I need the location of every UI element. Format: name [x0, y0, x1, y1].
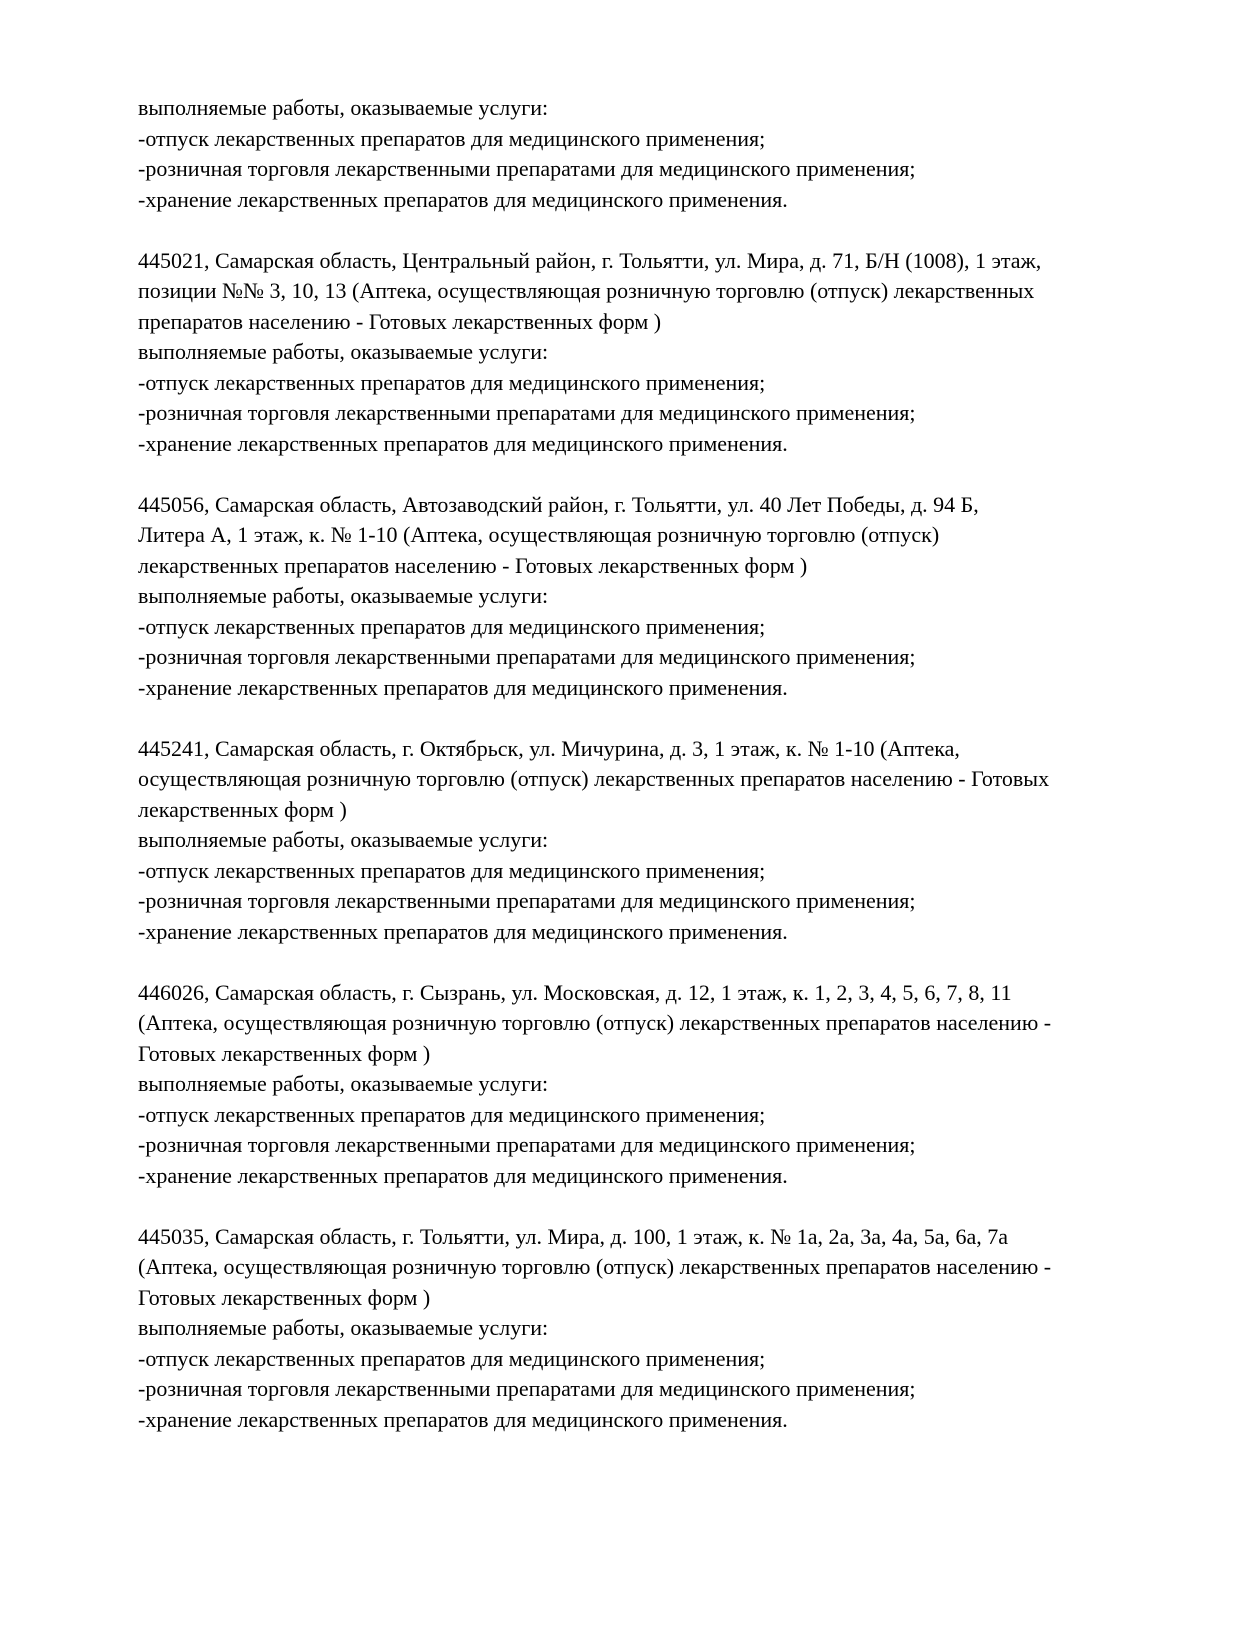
address-line: Литера А, 1 этаж, к. № 1-10 (Аптека, осуществляющая розничную торговлю (отпуск): [138, 522, 940, 547]
license-annex-text: [138, 93, 1198, 1435]
services-header: выполняемые работы, оказываемые услуги:: [138, 1315, 549, 1340]
address-line: препаратов населению - Готовых лекарственных форм ): [138, 308, 662, 334]
service-line: -хранение лекарственных препаратов для медицинского применения.: [138, 674, 788, 700]
service-line: -отпуск лекарственных препаратов для медицинского применения;: [138, 1345, 766, 1371]
service-line: -отпуск лекарственных препаратов для медицинского применения;: [138, 125, 766, 151]
service-line: -отпуск лекарственных препаратов для медицинского применения;: [138, 369, 766, 395]
service-line: -розничная торговля лекарственными препаратами для медицинского применения;: [138, 644, 916, 669]
service-line: -хранение лекарственных препаратов для медицинского применения.: [138, 1162, 788, 1188]
address-line: 445056, Самарская область, Автозаводский район, г. Тольятти, ул. 40 Лет Победы, д. 94 Б,: [138, 491, 979, 517]
service-line: -розничная торговля лекарственными препаратами для медицинского применения;: [138, 888, 916, 913]
services-header: выполняемые работы, оказываемые услуги:: [138, 339, 549, 364]
license-entry-445241: [138, 734, 1198, 948]
service-line: -хранение лекарственных препаратов для медицинского применения.: [138, 918, 788, 944]
service-line: -хранение лекарственных препаратов для медицинского применения.: [138, 1406, 788, 1432]
address-line: лекарственных форм ): [138, 796, 347, 822]
services-header: выполняемые работы, оказываемые услуги:: [138, 95, 549, 120]
service-line: -отпуск лекарственных препаратов для медицинского применения;: [138, 857, 766, 883]
address-line: Готовых лекарственных форм ): [138, 1284, 431, 1310]
address-line: 445021, Самарская область, Центральный район, г. Тольятти, ул. Мира, д. 71, Б/Н (1008), 1 этаж,: [138, 247, 1042, 273]
address-line: осуществляющая розничную торговлю (отпуск) лекарственных препаратов населению - Готовых: [138, 766, 1050, 791]
service-line: -отпуск лекарственных препаратов для медицинского применения;: [138, 613, 766, 639]
license-entry-445056: [138, 490, 1198, 704]
service-line: -розничная торговля лекарственными препаратами для медицинского применения;: [138, 1376, 916, 1401]
services-header: выполняемые работы, оказываемые услуги:: [138, 583, 549, 608]
address-line: (Аптека, осуществляющая розничную торговлю (отпуск) лекарственных препаратов населению -: [138, 1010, 1052, 1035]
license-entry-445021: [138, 246, 1198, 460]
license-entry-446026: [138, 978, 1198, 1192]
service-line: -розничная торговля лекарственными препаратами для медицинского применения;: [138, 1132, 916, 1157]
service-line: -розничная торговля лекарственными препаратами для медицинского применения;: [138, 156, 916, 181]
address-line: 446026, Самарская область, г. Сызрань, ул. Московская, д. 12, 1 этаж, к. 1, 2, 3, 4, 5, 6, 7, 8, 11: [138, 979, 1012, 1005]
address-line: лекарственных препаратов населению - Готовых лекарственных форм ): [138, 552, 808, 578]
address-line: позиции №№ 3, 10, 13 (Аптека, осуществляющая розничную торговлю (отпуск) лекарственных: [138, 278, 1035, 303]
service-line: -розничная торговля лекарственными препаратами для медицинского применения;: [138, 400, 916, 425]
service-line: -хранение лекарственных препаратов для медицинского применения.: [138, 430, 788, 456]
license-entry-continuation: [138, 93, 1198, 215]
services-header: выполняемые работы, оказываемые услуги:: [138, 1071, 549, 1096]
address-line: Готовых лекарственных форм ): [138, 1040, 431, 1066]
address-line: (Аптека, осуществляющая розничную торговлю (отпуск) лекарственных препаратов населению -: [138, 1254, 1052, 1279]
service-line: -отпуск лекарственных препаратов для медицинского применения;: [138, 1101, 766, 1127]
service-line: -хранение лекарственных препаратов для медицинского применения.: [138, 186, 788, 212]
services-header: выполняемые работы, оказываемые услуги:: [138, 827, 549, 852]
license-entry-445035: [138, 1222, 1198, 1436]
address-line: 445035, Самарская область, г. Тольятти, ул. Мира, д. 100, 1 этаж, к. № 1а, 2а, 3а, 4а, 5а, 6а, 7а: [138, 1223, 1009, 1249]
address-line: 445241, Самарская область, г. Октябрьск, ул. Мичурина, д. 3, 1 этаж, к. № 1-10 (Аптека,: [138, 735, 960, 761]
